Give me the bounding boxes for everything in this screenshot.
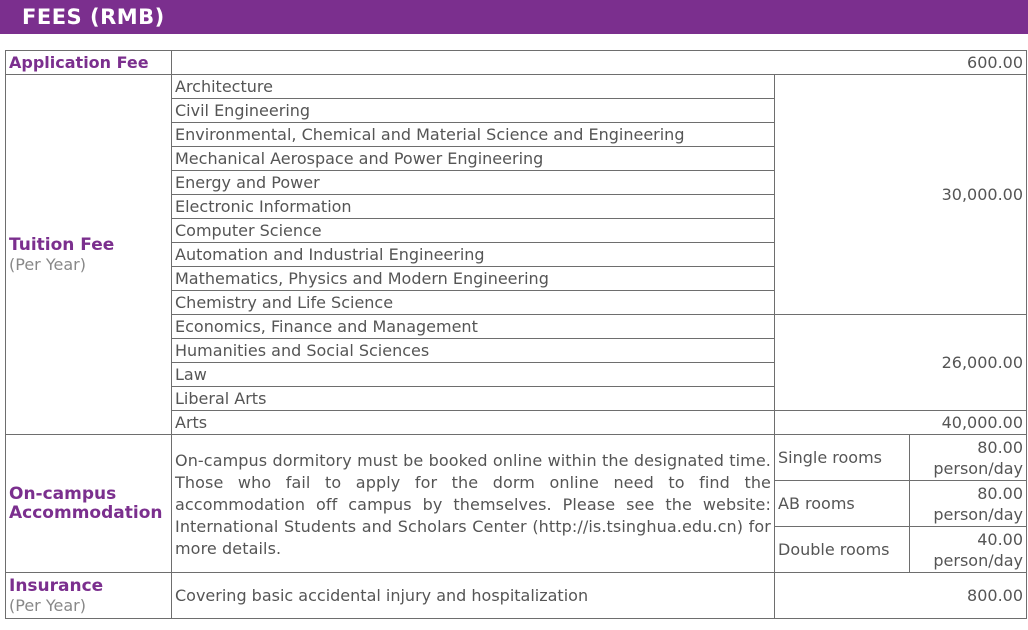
major-mechanical-aerospace-power: Mechanical Aerospace and Power Engineering bbox=[172, 147, 775, 171]
room-rate-unit: person/day bbox=[933, 458, 1024, 478]
room-rate-value: 40.00 bbox=[977, 529, 1024, 549]
application-fee-amount: 600.00 bbox=[172, 51, 1027, 75]
insurance-row bbox=[6, 573, 1027, 619]
insurance-amount: 800.00 bbox=[775, 573, 1027, 619]
major-law: Law bbox=[172, 363, 775, 387]
tuition-group3-amount: 40,000.00 bbox=[775, 411, 1027, 435]
room-rate-ab bbox=[910, 481, 1027, 527]
major-mathematics-physics: Mathematics, Physics and Modern Engineering bbox=[172, 267, 775, 291]
application-fee-label: Application Fee bbox=[6, 51, 172, 75]
major-architecture: Architecture bbox=[172, 75, 775, 99]
room-rate-unit: person/day bbox=[933, 550, 1024, 570]
room-rate-value: 80.00 bbox=[977, 483, 1024, 503]
major-automation-industrial: Automation and Industrial Engineering bbox=[172, 243, 775, 267]
room-type-single: Single rooms bbox=[775, 435, 910, 481]
application-fee-row bbox=[6, 51, 1027, 75]
banner-title: FEES (RMB) bbox=[22, 5, 165, 29]
tuition-fee-sub: (Per Year) bbox=[9, 254, 86, 274]
insurance-label: Insurance bbox=[9, 575, 104, 596]
accommodation-row bbox=[6, 435, 1027, 481]
insurance-sub: (Per Year) bbox=[9, 595, 86, 615]
accommodation-label-line2: Accommodation bbox=[9, 502, 163, 523]
major-civil-engineering: Civil Engineering bbox=[172, 99, 775, 123]
table-row bbox=[6, 75, 1027, 99]
fees-table bbox=[5, 50, 1027, 619]
insurance-label-cell bbox=[6, 573, 172, 619]
major-computer-science: Computer Science bbox=[172, 219, 775, 243]
room-type-double: Double rooms bbox=[775, 527, 910, 573]
major-chemistry-life-science: Chemistry and Life Science bbox=[172, 291, 775, 315]
fees-banner bbox=[0, 0, 1028, 34]
major-electronic-information: Electronic Information bbox=[172, 195, 775, 219]
tuition-fee-label: Tuition Fee bbox=[9, 234, 115, 255]
room-rate-single bbox=[910, 435, 1027, 481]
tuition-group2-amount: 26,000.00 bbox=[775, 315, 1027, 411]
accommodation-label-cell bbox=[6, 435, 172, 573]
major-economics-finance: Economics, Finance and Management bbox=[172, 315, 775, 339]
tuition-group1-amount: 30,000.00 bbox=[775, 75, 1027, 315]
insurance-description: Covering basic accidental injury and hospitalization bbox=[172, 573, 775, 619]
major-arts: Arts bbox=[172, 411, 775, 435]
room-rate-double bbox=[910, 527, 1027, 573]
tuition-fee-label-cell bbox=[6, 75, 172, 435]
major-environmental-chemical-material: Environmental, Chemical and Material Science and Engineering bbox=[172, 123, 775, 147]
accommodation-label-line1: On-campus bbox=[9, 483, 117, 504]
room-type-ab: AB rooms bbox=[775, 481, 910, 527]
major-humanities-social: Humanities and Social Sciences bbox=[172, 339, 775, 363]
room-rate-unit: person/day bbox=[933, 504, 1024, 524]
room-rate-value: 80.00 bbox=[977, 437, 1024, 457]
major-energy-power: Energy and Power bbox=[172, 171, 775, 195]
accommodation-description: On-campus dormitory must be booked online within the designated time. Those who fail to apply for the dorm online need to find the accommodation off campus by themselves. Please see the website: International Students and Scholars Center (http://is.tsinghua.edu.cn) for more details. bbox=[172, 435, 775, 573]
major-liberal-arts: Liberal Arts bbox=[172, 387, 775, 411]
